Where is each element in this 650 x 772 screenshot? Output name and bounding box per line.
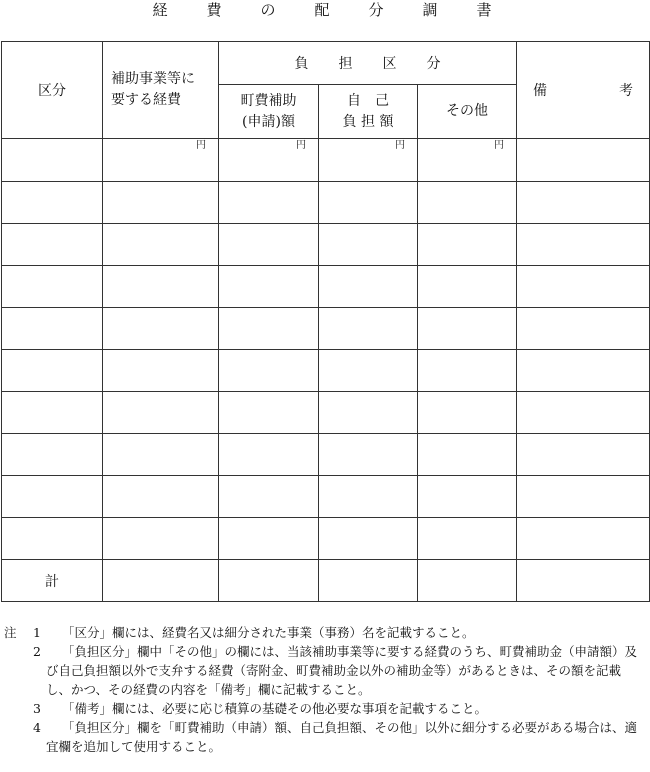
table-cell: [2, 266, 103, 308]
table-cell: [103, 560, 219, 602]
table-cell: [517, 182, 650, 224]
table-cell: [2, 139, 103, 182]
note-number: 2: [33, 644, 41, 659]
table-cell: [418, 224, 517, 266]
table-cell: [2, 476, 103, 518]
note-text: 「区分」欄には、経費名又は細分された事業（事務）名を記載すること。: [62, 625, 475, 640]
note-number: 3: [33, 701, 41, 716]
table-cell: [2, 392, 103, 434]
table-cell: [418, 518, 517, 560]
table-cell: [517, 560, 650, 602]
header-chohi-hojo: [219, 85, 319, 139]
table-cell: [517, 350, 650, 392]
note-text: 「負担区分」欄を「町費補助（申請）額、自己負担額、その他」以外に細分する必要がある場合は、適宜欄を追加して使用すること。: [46, 720, 638, 754]
notes-label: 注: [4, 625, 17, 640]
table-row: [2, 518, 650, 560]
table-row: [2, 266, 650, 308]
table-cell: [2, 182, 103, 224]
table-cell: [2, 434, 103, 476]
table-cell: [418, 434, 517, 476]
table-cell: [418, 182, 517, 224]
table-cell: [319, 518, 418, 560]
header-hojo-line1: 補助事業等に: [111, 71, 195, 87]
table-cell: [103, 266, 219, 308]
table-cell: [2, 350, 103, 392]
unit-yen-label: 円: [319, 139, 418, 182]
notes-section: [4, 623, 644, 756]
table-cell: [319, 350, 418, 392]
header-jiko-futan: [319, 85, 418, 139]
table-cell: [2, 518, 103, 560]
header-hojo-line2: 要する経費: [111, 92, 181, 108]
table-cell: [517, 476, 650, 518]
table-cell: [319, 266, 418, 308]
table-cell: [103, 308, 219, 350]
header-chohi-line2: (申請)額: [242, 113, 295, 130]
table-cell: [219, 224, 319, 266]
unit-yen-label: 円: [219, 139, 319, 182]
header-chohi-line1: 町費補助: [240, 92, 297, 109]
table-row: [2, 476, 650, 518]
table-cell: [319, 182, 418, 224]
table-cell: [517, 392, 650, 434]
note-text: 「備考」欄には、必要に応じ積算の基礎その他必要な事項を記載すること。: [62, 701, 488, 716]
table-row: [2, 224, 650, 266]
note-text: 「負担区分」欄中「その他」の欄には、当該補助事業等に要する経費のうち、町費補助金（申請額）及び自己負担額以外で支弁する経費（寄附金、町費補助金以外の補助金等）があるときは、その額を記載し、かつ、その経費の内容を「備考」欄に記載すること。: [46, 644, 638, 697]
table-cell: [103, 476, 219, 518]
header-biko: [517, 42, 650, 139]
table-cell: [517, 308, 650, 350]
table-cell: [2, 224, 103, 266]
table-cell: [103, 350, 219, 392]
table-cell: [219, 560, 319, 602]
table-cell: [319, 224, 418, 266]
table-cell: [517, 266, 650, 308]
table-cell: [103, 518, 219, 560]
table-cell: [219, 476, 319, 518]
table-row: [2, 139, 650, 182]
table-row: [2, 308, 650, 350]
table-cell: [219, 308, 319, 350]
note-number: 1: [33, 625, 41, 640]
total-row: [2, 560, 650, 602]
header-biko-char1: 備: [533, 83, 547, 99]
header-sonota-line1: その他: [446, 103, 488, 119]
table-cell: [103, 392, 219, 434]
table-cell: [517, 224, 650, 266]
table-cell: [418, 476, 517, 518]
table-row: [2, 434, 650, 476]
table-row: [2, 392, 650, 434]
note-item: [4, 623, 644, 642]
header-biko-char2: 考: [619, 83, 633, 99]
unit-yen-label: 円: [103, 139, 219, 182]
table-cell: [219, 518, 319, 560]
note-number: 4: [33, 720, 41, 735]
table-row: [2, 182, 650, 224]
table-cell: [418, 350, 517, 392]
table-cell: [319, 392, 418, 434]
table-cell: [103, 224, 219, 266]
note-item: [4, 699, 644, 718]
table-cell: [219, 266, 319, 308]
page-title: 経 費 の 配 分 調 書: [152, 1, 504, 19]
table-cell: [319, 434, 418, 476]
table-cell: [219, 434, 319, 476]
table-cell: [319, 308, 418, 350]
note-item: [4, 642, 644, 699]
table-cell: [219, 392, 319, 434]
expense-allocation-table: [1, 41, 650, 602]
table-cell: [517, 139, 650, 182]
header-hojo-keihi: [103, 42, 219, 139]
table-cell: [319, 476, 418, 518]
table-cell: [2, 308, 103, 350]
table-cell: [517, 518, 650, 560]
table-cell: [219, 182, 319, 224]
note-item: [4, 718, 644, 756]
header-sonota: [418, 85, 517, 139]
header-kubun: 区分: [2, 42, 103, 139]
header-jiko-line2: 負 担 額: [342, 113, 394, 130]
table-cell: [517, 434, 650, 476]
table-cell: [418, 266, 517, 308]
table-cell: [103, 434, 219, 476]
header-jiko-line1: 自 己: [347, 92, 389, 109]
table-cell: [418, 560, 517, 602]
table-cell: [319, 560, 418, 602]
table-cell: [418, 392, 517, 434]
unit-yen-label: 円: [418, 139, 517, 182]
total-label: 計: [2, 560, 103, 602]
table-cell: [418, 308, 517, 350]
table-cell: [219, 350, 319, 392]
table-cell: [103, 182, 219, 224]
table-row: [2, 350, 650, 392]
header-futan-kubun: 負担区分: [219, 42, 517, 85]
